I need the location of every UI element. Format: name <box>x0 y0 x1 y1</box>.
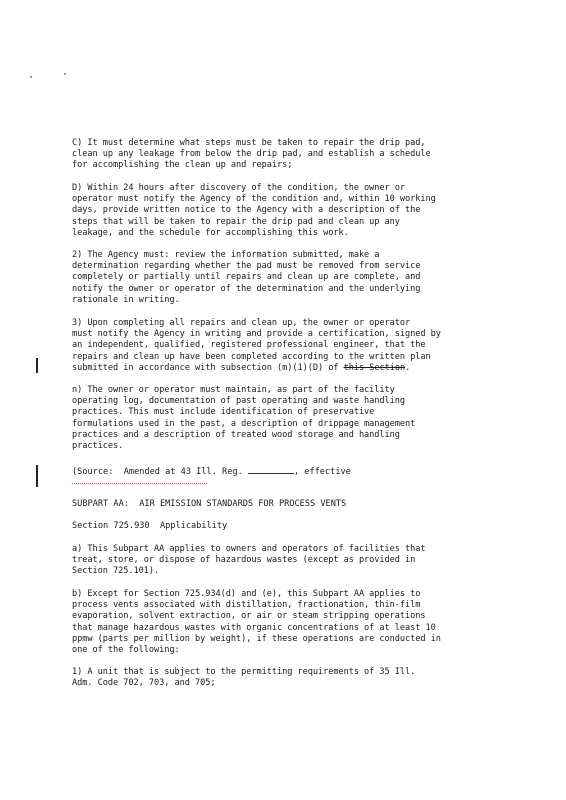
subpart-heading: SUBPART AA: AIR EMISSION STANDARDS FOR PROCESS VENTS <box>72 499 347 509</box>
blank-line <box>248 465 294 474</box>
revision-bar <box>36 465 38 487</box>
source-prefix: (Source: Amended at 43 Ill. Reg. <box>72 467 248 477</box>
paragraph-d: D) Within 24 hours after discovery of the condition, the owner or operator must notify the Agency of the condition and, within 10 working days, provide written notice to the Agency with a description of the steps that will be taken to repair the drip pad and clean up any leakage, and the schedule for accomplishing this work. <box>72 183 436 238</box>
paragraph-2: 2) The Agency must: review the information submitted, make a determination regarding whether the pad must be removed from service completely or partially until repairs and clean up are complete, and notify the owner or operator of the determination and the underlying rationale in writing. <box>72 250 421 305</box>
paragraph-c: C) It must determine what steps must be taken to repair the drip pad, clean up any leakage from below the drip pad, and establish a schedule for accomplishing the clean up and repairs; <box>72 138 431 171</box>
source-note <box>72 465 504 478</box>
source-suffix: , effective <box>293 467 351 477</box>
revision-bar <box>36 358 38 373</box>
paragraph-1: 1) A unit that is subject to the permitting requirements of 35 Ill. Adm. Code 702, 703, and 705; <box>72 667 416 689</box>
paragraph-3-text: 3) Upon completing all repairs and clean up, the owner or operator must notify the Agency in writing and provide a certification, signed by an independent, qualified, registered professional engineer, that the repairs and clean up have been completed according to the written plan submitted in accordance with subsection (m)(1)(D) of <box>72 318 441 373</box>
paragraph-a: a) This Subpart AA applies to owners and operators of facilities that treat, store, or dispose of hazardous wastes (except as provided in Section 725.101). <box>72 544 426 577</box>
paragraph-b: b) Except for Section 725.934(d) and (e), this Subpart AA applies to process vents associated with distillation, fractionation, thin-film evaporation, solvent extraction, or air or steam stripping operations that manage hazardous wastes with organic concentrations of at least 10 ppmw (parts per million by weight), if these operations are conducted in one of the following: <box>72 589 441 656</box>
paragraph-3-end: . <box>405 362 411 373</box>
paragraph-3 <box>72 318 504 374</box>
effective-date-line <box>72 483 207 484</box>
section-heading: Section 725.930 Applicability <box>72 521 228 531</box>
deleted-text: this Section <box>343 362 406 373</box>
scan-speck <box>30 76 32 78</box>
scan-speck <box>64 73 66 75</box>
paragraph-n: n) The owner or operator must maintain, as part of the facility operating log, documentation of past operating and waste handling practices. This must include identification of preservative formulations used in the past, a description of drippage management practices and a description of treated wood storage and handling practices. <box>72 385 416 452</box>
